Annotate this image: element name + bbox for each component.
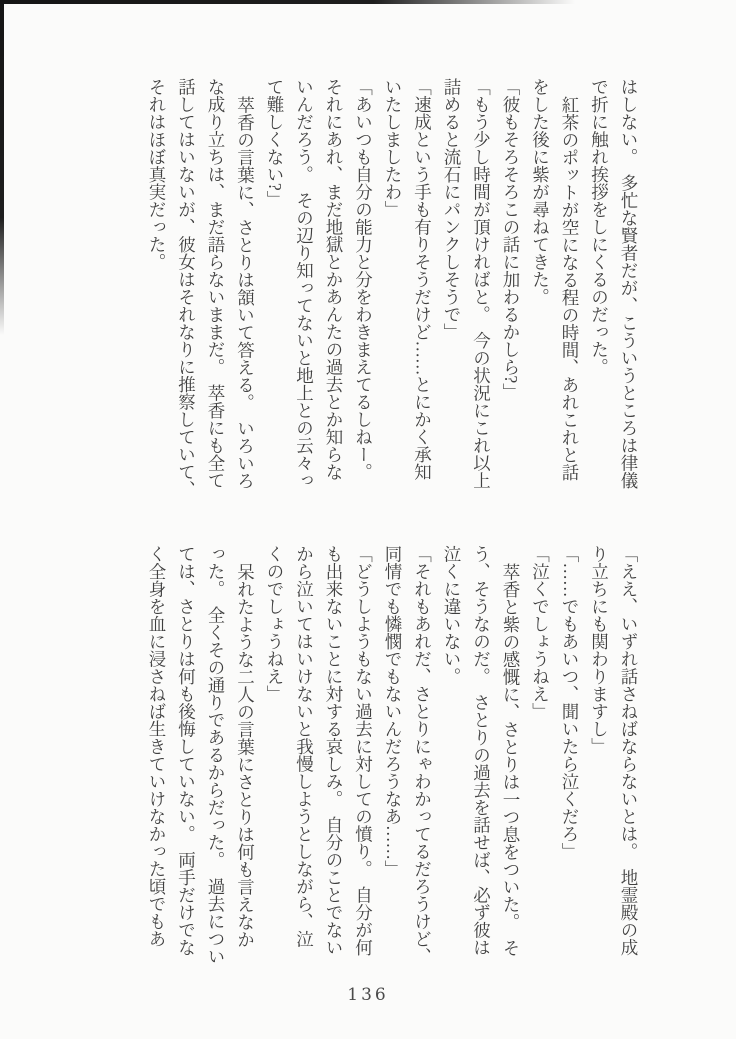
text-line: 呆れたような二人の言葉にさとりは何も言えなか	[235, 562, 256, 948]
text-line: いんだろう。 その辺り知ってないと地上との云々っ	[294, 78, 315, 490]
text-line: 同情でも憐憫でもないんだろうなあ……」	[383, 545, 403, 878]
text-line: 「……でもあいつ、聞いたら泣くだろ」	[560, 545, 580, 860]
text-line: く全身を血に浸さねば生きていけなかった頃でもあ	[147, 545, 167, 948]
text-line: 「ええ、いずれ話さねばならないとは。 地霊殿の成	[619, 545, 639, 957]
text-line: それはほぼ真実だった。	[147, 78, 167, 271]
text-line: 萃香の言葉に、さとりは頷いて答える。 いろいろ	[235, 95, 256, 490]
text-line: 「彼もそろそろこの話に加わるかしら?」	[501, 78, 521, 401]
text-line: り立ちにも関わりますし」	[589, 545, 610, 755]
text-line: 泣くに違いない。	[442, 545, 462, 685]
text-line: て難しくない?」	[265, 78, 285, 209]
text-line: から泣いてはいけないと我慢しようとしながら、泣	[294, 545, 315, 948]
text-line: はしない。 多忙な賢者だが、こういうところは律儀	[619, 78, 639, 490]
text-line: ては、さとりは何も後悔していない。 両手だけでな	[176, 545, 197, 957]
text-line: くのでしょうねえ」	[265, 545, 285, 703]
text-block-top	[142, 78, 644, 505]
page-number: 136	[347, 985, 389, 1005]
text-line: 「どうしようもない過去に対しての憤り。 自分が何	[353, 545, 374, 957]
text-line: それにあれ、まだ地獄とかあんたの過去とか知らな	[324, 78, 344, 481]
text-line: いたしましたわ」	[383, 78, 403, 218]
text-line: 話してはいないが、彼女はそれなりに推察していて、	[176, 78, 197, 498]
text-line: 「もう少し時間が頂ければと。 今の状況にこれ以上	[471, 78, 492, 490]
text-line: 「速成という手も有りそうだけど……とにかく承知	[412, 78, 433, 481]
text-line: 「それもあれだ、さとりにゃわかってるだろうけど、	[412, 545, 433, 965]
text-line: う、そうなのだ。 さとりの過去を話せば、必ず彼は	[471, 545, 492, 957]
text-line: な成り立ちは、まだ語らないままだ。 萃香にも全て	[206, 78, 226, 490]
text-line: をした後に紫が尋ねてきた。	[530, 78, 551, 306]
text-line: 詰めると流石にパンクしそうで」	[442, 78, 462, 341]
text-line: 「泣くでしょうねえ」	[530, 545, 551, 720]
text-line: で折に触れ挨拶をしにくるのだった。	[589, 78, 610, 376]
text-line: 萃香と紫の感慨に、さとりは一つ息をついた。 そ	[501, 562, 521, 957]
text-block-bottom	[142, 545, 644, 975]
text-line: 「あいつも自分の能力と分をわきまえてるしねー。	[353, 78, 374, 481]
scan-artifact-left-edge	[0, 0, 4, 335]
text-line: った。 全くその通りであるからだった。 過去につい	[206, 545, 226, 965]
text-line: 紅茶のポットが空になる程の時間、あれこれと話	[560, 95, 580, 481]
scan-artifact-top-edge	[0, 0, 575, 4]
text-line: も出来ないことに対する哀しみ。 自分のことでない	[324, 545, 344, 957]
